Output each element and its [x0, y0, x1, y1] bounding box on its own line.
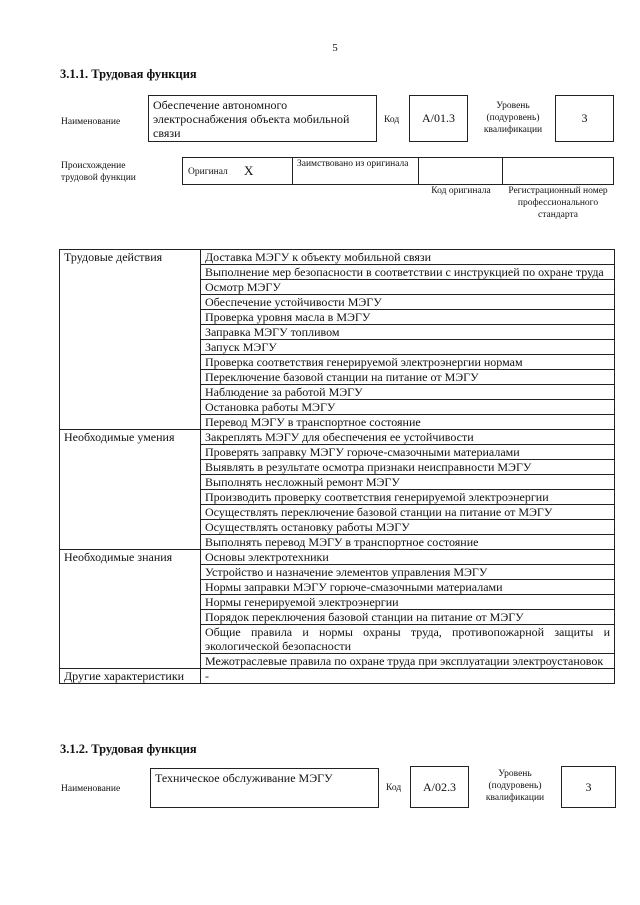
item-cell: Выявлять в результате осмотра признаки неисправности МЭГУ [201, 460, 615, 475]
code-field-1 [409, 95, 468, 142]
item-cell: Запуск МЭГУ [201, 340, 615, 355]
origin-divider-3 [502, 157, 503, 185]
name-field-2 [150, 768, 379, 808]
level-value-2: 3 [585, 780, 592, 794]
level-field-2 [561, 766, 616, 808]
name-field-1 [148, 95, 377, 142]
item-cell: Осмотр МЭГУ [201, 280, 615, 295]
item-cell: Проверка соответствия генерируемой электроэнергии нормам [201, 355, 615, 370]
code-label-1: Код [384, 115, 400, 125]
item-cell: Выполнение мер безопасности в соответствии с инструкцией по охране труда [201, 265, 615, 280]
origin-divider-2 [418, 157, 419, 185]
category-cell: Другие характеристики [60, 669, 201, 684]
origin-divider-1 [292, 157, 293, 185]
original-mark: X [244, 163, 254, 178]
level-value-1: 3 [581, 111, 588, 125]
item-cell: Наблюдение за работой МЭГУ [201, 385, 615, 400]
item-cell: Основы электротехники [201, 550, 615, 565]
table-row [60, 669, 615, 684]
item-cell: Межотраслевые правила по охране труда при эксплуатации электроустановок [201, 654, 615, 669]
reg-number-label: Регистрационный номер профессионального стандарта [508, 186, 608, 220]
level-field-1 [555, 95, 614, 142]
code-field-2 [410, 766, 469, 808]
item-cell: - [201, 669, 615, 684]
item-cell: Устройство и назначение элементов управления МЭГУ [201, 565, 615, 580]
category-cell: Трудовые действия [60, 250, 201, 430]
item-cell: Производить проверку соответствия генерируемой электроэнергии [201, 490, 615, 505]
table-row [60, 550, 615, 565]
item-cell: Обеспечение устойчивости МЭГУ [201, 295, 615, 310]
name-label-1: Наименование [61, 117, 121, 127]
item-cell: Проверка уровня масла в МЭГУ [201, 310, 615, 325]
item-cell: Проверять заправку МЭГУ горюче-смазочными материалами [201, 445, 615, 460]
item-cell: Перевод МЭГУ в транспортное состояние [201, 415, 615, 430]
item-cell: Остановка работы МЭГУ [201, 400, 615, 415]
code-label-2: Код [386, 783, 402, 793]
item-cell: Порядок переключения базовой станции на питание от МЭГУ [201, 610, 615, 625]
item-cell: Переключение базовой станции на питание от МЭГУ [201, 370, 615, 385]
code-original-label: Код оригинала [431, 186, 491, 196]
code-value-1: A/01.3 [422, 111, 455, 125]
item-cell: Осуществлять переключение базовой станции на питание от МЭГУ [201, 505, 615, 520]
item-cell: Общие правила и нормы охраны труда, противопожарной защиты и экологической безопасности [201, 625, 615, 654]
category-cell: Необходимые умения [60, 430, 201, 550]
item-cell: Осуществлять остановку работы МЭГУ [201, 520, 615, 535]
section-title-1: 3.1.1. Трудовая функция [60, 67, 197, 81]
item-cell: Доставка МЭГУ к объекту мобильной связи [201, 250, 615, 265]
borrowed-label: Заимствовано из оригинала [297, 159, 409, 169]
original-label: Оригинал [188, 167, 228, 177]
table-row [60, 430, 615, 445]
item-cell: Выполнять несложный ремонт МЭГУ [201, 475, 615, 490]
code-value-2: A/02.3 [423, 780, 456, 794]
item-cell: Заправка МЭГУ топливом [201, 325, 615, 340]
origin-label: Происхождение трудовой функции [61, 161, 136, 183]
item-cell: Нормы генерируемой электроэнергии [201, 595, 615, 610]
table-row [60, 250, 615, 265]
category-cell: Необходимые знания [60, 550, 201, 669]
level-label-2: Уровень (подуровень) квалификации [485, 769, 545, 803]
item-cell: Нормы заправки МЭГУ горюче-смазочными материалами [201, 580, 615, 595]
section-title-2: 3.1.2. Трудовая функция [60, 742, 197, 756]
item-cell: Выполнять перевод МЭГУ в транспортное состояние [201, 535, 615, 550]
item-cell: Закреплять МЭГУ для обеспечения ее устойчивости [201, 430, 615, 445]
name-value-2: Техническое обслуживание МЭГУ [155, 771, 333, 785]
page-number: 5 [332, 42, 338, 54]
name-label-2: Наименование [61, 784, 121, 794]
name-value-1: Обеспечение автономного электроснабжения объекта мобильной связи [153, 98, 350, 140]
work-function-table [59, 249, 615, 684]
level-label-1: Уровень (подуровень) квалификации [483, 101, 543, 135]
